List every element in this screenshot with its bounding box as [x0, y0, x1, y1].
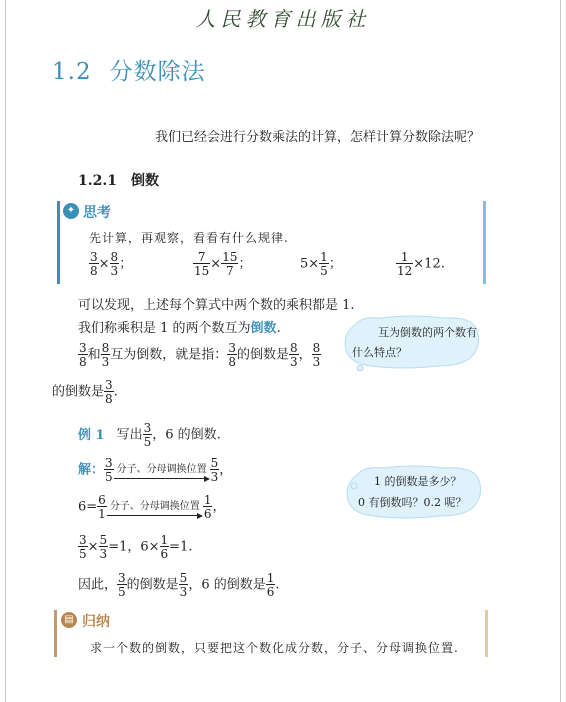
think-box-border-right [483, 201, 486, 284]
swap-arrow: 分子、分母调换位置 [114, 460, 210, 480]
solution-step-2: 6= $\frac{6}{1}$ 分子、分母调换位置 $\frac{1}{6}$ ， [78, 493, 226, 521]
solution-step-1: 解： $\frac{3}{5}$ 分子、分母调换位置 $\frac{5}{3}$ ， [78, 456, 233, 484]
paragraph-line-1: 可以发现，上述每个算式中两个数的乘积都是 1. [78, 298, 355, 313]
fraction: $\frac{3}{8}$ [79, 341, 87, 369]
fraction: $\frac{1}{6}$ [160, 533, 169, 561]
fraction: $\frac{3}{5}$ [143, 421, 152, 449]
paragraph-line-2: 我们称乘积是 1 的两个数互为倒数. [78, 321, 281, 336]
bubble1-line-2: 什么特点？ [352, 346, 407, 359]
bubble1-line-1: 互为倒数的两个数有 [378, 326, 477, 339]
fraction: $\frac{1}{12}$ [397, 250, 413, 278]
solution-label: 解： [78, 462, 105, 478]
subsection-heading [78, 170, 159, 190]
exercise-1: $\frac{3}{8}$ × $\frac{8}{3}$ ； [90, 250, 133, 278]
summary-title: 归纳 [82, 614, 110, 630]
think-instruction: 先计算，再观察，看看有什么规律. [89, 231, 289, 245]
bubble2-line-2: 0 有倒数吗？0.2 呢？ [358, 496, 467, 509]
summary-border-left [54, 610, 57, 657]
fraction: $\frac{8}{3}$ [289, 341, 298, 369]
subsection-title: 倒数 [130, 173, 159, 189]
fraction: $\frac{3}{8}$ [90, 250, 98, 278]
lightbulb-icon: ✦ [63, 203, 79, 219]
intro-text: 我们已经会进行分数乘法的计算，怎样计算分数除法呢？ [154, 130, 480, 145]
paragraph-line-3: $\frac{3}{8}$ 和 $\frac{8}{3}$ 互为倒数，就是指： $\frac{3}{8}$ 的倒数是 $\frac{8}{3}$ ， $\frac{8}{3}$ [79, 341, 321, 369]
fraction: $\frac{1}{6}$ [203, 493, 212, 521]
cloud-shape [342, 314, 482, 372]
section-name: 分数除法 [109, 59, 206, 85]
publisher-logo: 人民教育出版社 [195, 7, 371, 31]
bubble2-line-1: 1 的倒数是多少？ [374, 475, 462, 488]
fraction: $\frac{5}{3}$ [179, 571, 188, 599]
fraction: $\frac{8}{3}$ [101, 341, 110, 369]
term-reciprocal: 倒数 [250, 321, 277, 336]
thought-bubble-1 [342, 314, 482, 372]
fraction: $\frac{8}{3}$ [312, 341, 321, 369]
fraction: $\frac{1}{5}$ [320, 250, 328, 278]
summary-text: 求一个数的倒数，只要把这个数化成分数，分子、分母调换位置. [90, 641, 459, 655]
solution-check: $\frac{3}{5}$ × $\frac{5}{3}$ =1，6× $\frac{1}{6}$ =1. [79, 533, 193, 561]
summary-border-right [485, 610, 488, 657]
exercise-4: $\frac{1}{12}$ ×12. [397, 250, 445, 278]
fraction: $\frac{8}{3}$ [110, 250, 119, 278]
paragraph-line-4: 的倒数是 $\frac{3}{8}$ . [52, 378, 118, 406]
fraction: $\frac{3}{5}$ [79, 533, 87, 561]
book-icon: ▤ [61, 612, 77, 628]
fraction: $\frac{3}{5}$ [105, 456, 113, 484]
fraction: $\frac{3}{8}$ [105, 378, 113, 406]
think-title: 思考 [83, 205, 111, 221]
fraction: $\frac{5}{3}$ [99, 533, 108, 561]
fraction: $\frac{7}{15}$ [194, 250, 210, 278]
thought-bubble-2 [344, 464, 484, 522]
solution-conclusion: 因此， $\frac{3}{5}$ 的倒数是 $\frac{5}{3}$ ，6 的倒数是 $\frac{1}{6}$ . [78, 571, 280, 599]
think-box-border-left [57, 201, 60, 284]
page-frame-left [5, 0, 6, 702]
summary-box [54, 610, 488, 657]
page-frame-right [560, 0, 561, 702]
fraction: $\frac{1}{6}$ [266, 571, 275, 599]
fraction: $\frac{3}{5}$ [118, 571, 126, 599]
subsection-number: 1.2.1 [78, 173, 117, 189]
fraction: $\frac{3}{8}$ [228, 341, 236, 369]
think-box [57, 201, 486, 284]
fraction: $\frac{6}{1}$ [98, 493, 106, 521]
example-question: 例 1 写出 $\frac{3}{5}$ ，6 的倒数. [78, 421, 221, 449]
fraction: $\frac{5}{3}$ [210, 456, 219, 484]
section-number: 1.2 [52, 59, 92, 85]
exercise-2: $\frac{7}{15}$ × $\frac{15}{7}$ ； [194, 250, 252, 278]
exercise-3: 5× $\frac{1}{5}$ ； [300, 250, 342, 278]
fraction: $\frac{15}{7}$ [222, 250, 238, 278]
swap-arrow: 分子、分母调换位置 [107, 497, 203, 517]
section-title [52, 53, 206, 86]
example-label: 例 1 [78, 427, 105, 443]
